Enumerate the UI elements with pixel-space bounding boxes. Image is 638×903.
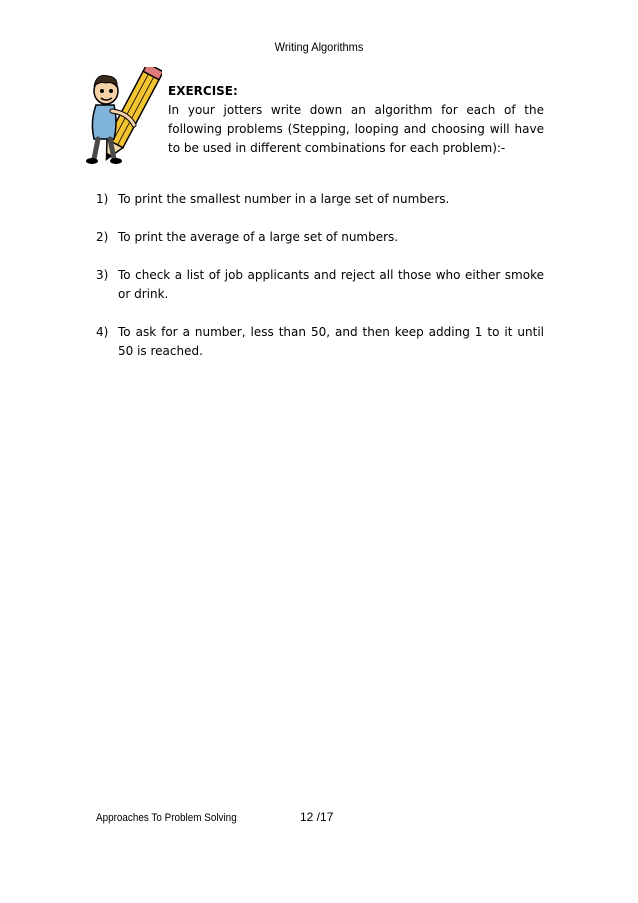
running-header: Writing Algorithms bbox=[274, 40, 364, 54]
problem-item bbox=[96, 323, 544, 361]
problem-number: 1) bbox=[96, 192, 109, 206]
exercise-text bbox=[168, 82, 544, 158]
exercise-box bbox=[84, 67, 544, 167]
cartoon-man-with-pencil-icon bbox=[84, 67, 162, 167]
problem-number: 4) bbox=[96, 325, 109, 339]
problem-text: To ask for a number, less than 50, and then keep adding 1 to it until 50 is reached. bbox=[118, 325, 544, 358]
problem-number: 3) bbox=[96, 268, 109, 282]
footer-document-title: Approaches To Problem Solving bbox=[96, 812, 237, 824]
problem-number: 2) bbox=[96, 230, 109, 244]
footer-page-number: 12 /17 bbox=[300, 810, 334, 824]
problem-item bbox=[96, 228, 544, 247]
problem-item bbox=[96, 266, 544, 304]
exercise-heading: EXERCISE: bbox=[168, 84, 238, 98]
problem-text: To print the average of a large set of numbers. bbox=[118, 230, 399, 244]
problem-text: To print the smallest number in a large set of numbers. bbox=[118, 192, 450, 206]
problem-list bbox=[96, 190, 544, 380]
problem-text: To check a list of job applicants and reject all those who either smoke or drink. bbox=[118, 268, 544, 301]
problem-item bbox=[96, 190, 544, 209]
exercise-instructions: In your jotters write down an algorithm for each of the following problems (Stepping, looping and choosing will have to be used in different combinations for each problem):- bbox=[168, 103, 544, 155]
